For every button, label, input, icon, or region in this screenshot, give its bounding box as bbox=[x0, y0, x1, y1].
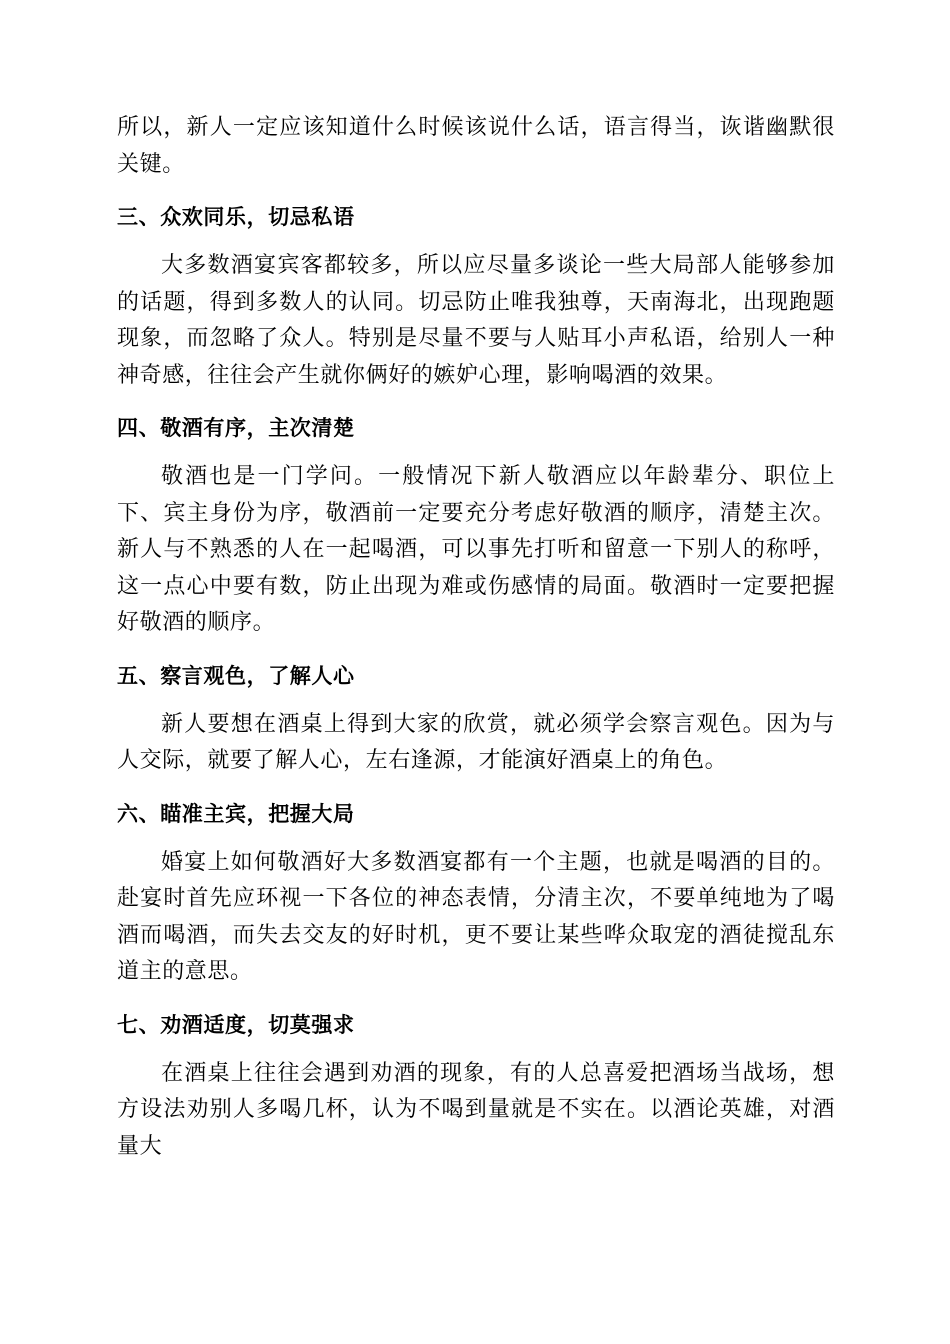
section-body-6: 婚宴上如何敬酒好大多数酒宴都有一个主题，也就是喝酒的目的。赴宴时首先应环视一下各位的神态表情，分清主次，不要单纯地为了喝酒而喝酒，而失去交友的好时机，更不要让某些哗众取宠的酒徒搅乱东道主的意思。 bbox=[117, 849, 835, 984]
section-heading-7: 七、劝酒适度，切莫强求 bbox=[117, 1011, 355, 1037]
section-heading-6: 六、瞄准主宾，把握大局 bbox=[117, 800, 355, 826]
section-body-3: 大多数酒宴宾客都较多，所以应尽量多谈论一些大局部人能够参加的话题，得到多数人的认同。切忌防止唯我独尊，天南海北，出现跑题现象，而忽略了众人。特别是尽量不要与人贴耳小声私语，给别人一种神奇感，往往会产生就你俩好的嫉妒心理，影响喝酒的效果。 bbox=[117, 253, 835, 388]
section-heading-5: 五、察言观色，了解人心 bbox=[117, 662, 355, 688]
section-heading-3: 三、众欢同乐，切忌私语 bbox=[117, 204, 355, 229]
section-body-7: 在酒桌上往往会遇到劝酒的现象，有的人总喜爱把酒场当战场，想方设法劝别人多喝几杯，认为不喝到量就是不实在。以酒论英雄，对酒量大 bbox=[117, 1060, 835, 1159]
section-heading-4: 四、敬酒有序，主次清楚 bbox=[117, 415, 355, 440]
document-page bbox=[117, 110, 835, 1165]
section-body-4: 敬酒也是一门学问。一般情况下新人敬酒应以年龄辈分、职位上下、宾主身份为序，敬酒前一定要充分考虑好敬酒的顺序，清楚主次。新人与不熟悉的人在一起喝酒，可以事先打听和留意一下别人的称呼，这一点心中要有数，防止出现为难或伤感情的局面。敬酒时一定要把握好敬酒的顺序。 bbox=[117, 464, 835, 635]
intro-paragraph: 所以，新人一定应该知道什么时候该说什么话，语言得当，诙谐幽默很关键。 bbox=[117, 115, 835, 177]
section-body-5: 新人要想在酒桌上得到大家的欣赏，就必须学会察言观色。因为与人交际，就要了解人心，左右逢源，才能演好酒桌上的角色。 bbox=[117, 711, 835, 773]
